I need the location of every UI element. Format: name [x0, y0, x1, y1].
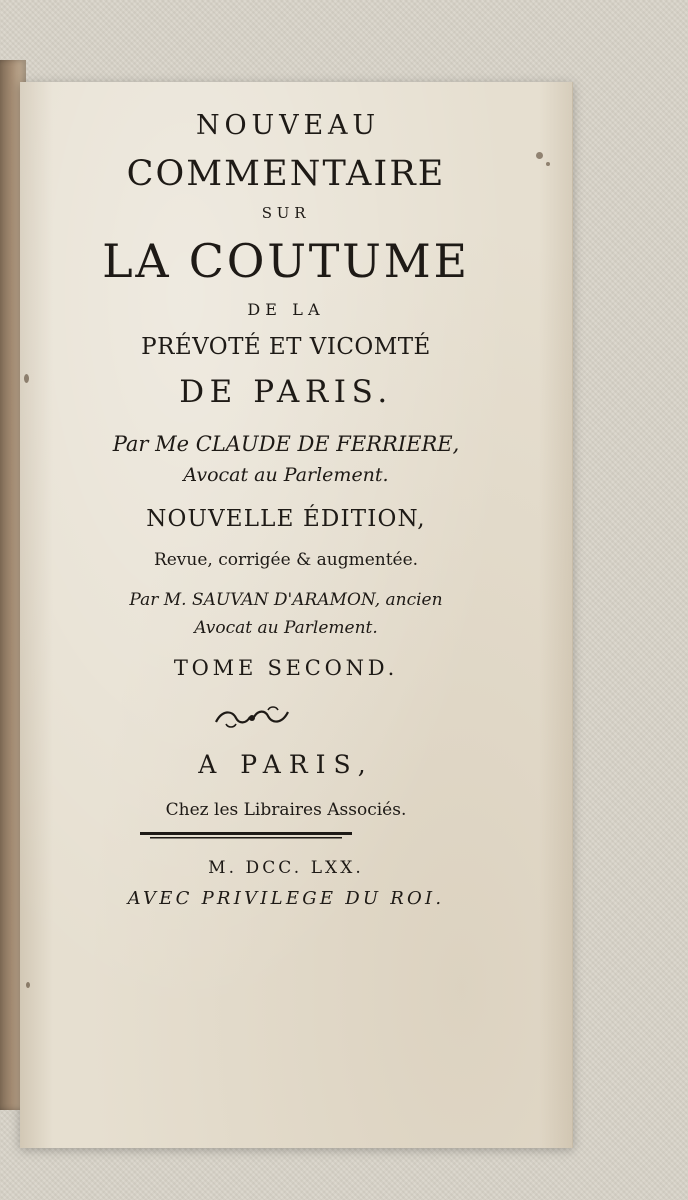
- privilege-line: AVEC PRIVILEGE DU ROI.: [127, 888, 445, 909]
- ink-spot: [536, 152, 543, 159]
- place-line: A PARIS,: [198, 750, 374, 779]
- title-prevote-vicomte: PRÉVOTÉ ET VICOMTÉ: [141, 334, 431, 360]
- title-nouveau: NOUVEAU: [196, 110, 380, 141]
- author-title: Avocat au Parlement.: [183, 464, 389, 486]
- revision-line: Revue, corrigée & augmentée.: [153, 550, 419, 570]
- reviser-title: Avocat au Parlement.: [194, 618, 378, 638]
- reviser-line: Par M. SAUVAN D'ARAMON, ancien: [129, 590, 443, 610]
- publisher-line: Chez les Libraires Associés.: [165, 800, 407, 820]
- ink-spot: [24, 374, 29, 383]
- title-commentaire: COMMENTAIRE: [126, 154, 446, 194]
- title-de-paris: DE PARIS.: [179, 374, 393, 410]
- title-la-coutume: LA COUTUME: [102, 234, 470, 288]
- edition-line: NOUVELLE ÉDITION,: [146, 506, 426, 532]
- title-page: [20, 82, 573, 1148]
- title-de-la: DE LA: [247, 300, 325, 319]
- title-sur: SUR: [261, 204, 311, 222]
- ink-spot: [26, 982, 30, 988]
- fleuron-ornament-icon: [212, 704, 292, 730]
- year-line: M. DCC. LXX.: [208, 858, 364, 878]
- volume-line: TOME SECOND.: [173, 656, 399, 680]
- double-rule: [140, 832, 352, 840]
- author-line: Par Me CLAUDE DE FERRIERE,: [112, 432, 460, 456]
- ink-spot: [546, 162, 550, 166]
